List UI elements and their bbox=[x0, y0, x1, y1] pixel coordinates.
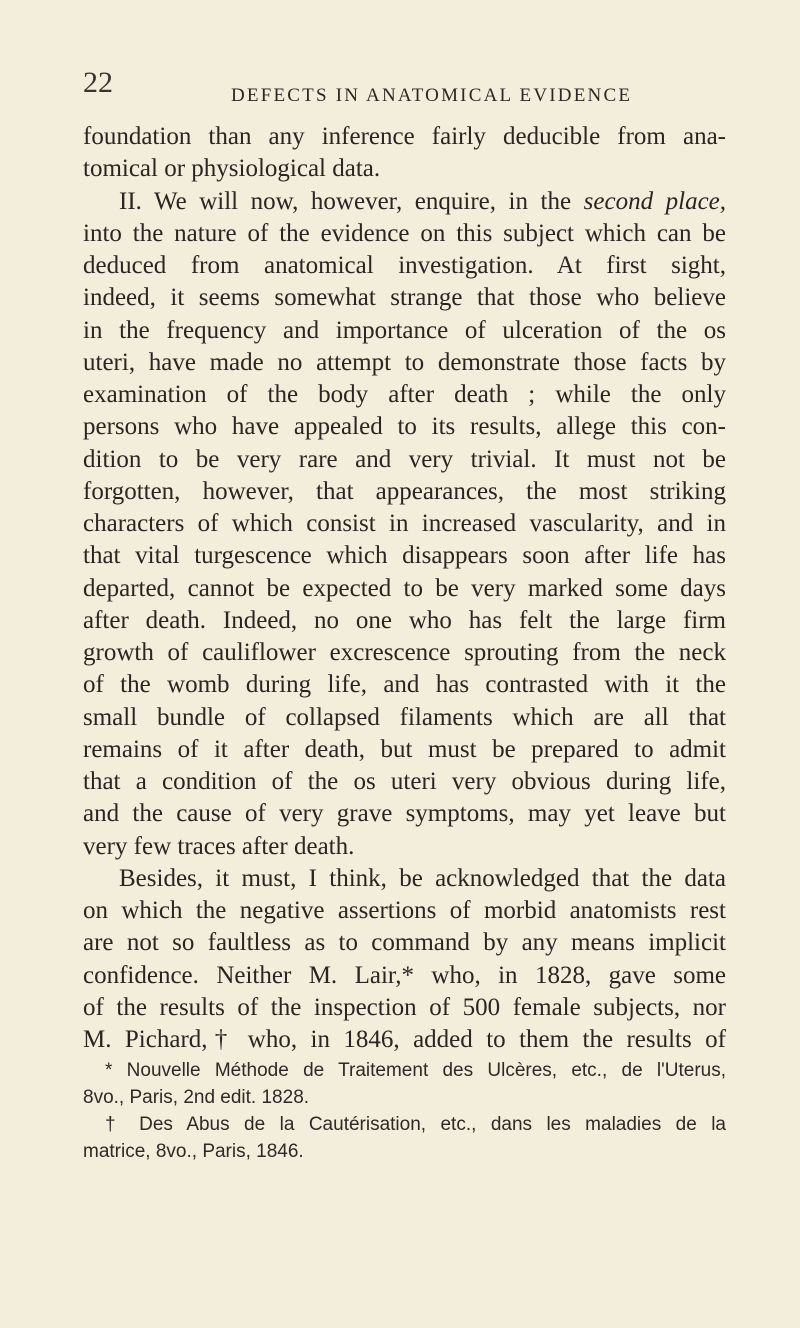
text-line: very few traces after death. bbox=[83, 832, 355, 860]
footnote-line: * Nouvelle Méthode de Traitement des Ulcères, etc., de l'Uterus, bbox=[105, 1060, 726, 1081]
text-line: into the nature of the evidence on this subject which can be bbox=[83, 219, 726, 247]
text-line: and the cause of very grave symptoms, may yet leave but bbox=[83, 800, 726, 828]
emphasis-text: second place, bbox=[583, 187, 727, 215]
footnotes bbox=[83, 1057, 726, 1165]
page-number: 22 bbox=[83, 66, 113, 99]
text-line: indeed, it seems somewhat strange that those who believe bbox=[83, 284, 726, 312]
text-line: after death. Indeed, no one who has felt the large firm bbox=[83, 606, 726, 634]
text-line: confidence. Neither M. Lair,* who, in 1828, gave some bbox=[83, 961, 726, 989]
text-line: persons who have appealed to its results, allege this con- bbox=[83, 413, 726, 441]
text-line: small bundle of collapsed filaments which are all that bbox=[83, 703, 726, 731]
text-line: dition to be very rare and very trivial. It must not be bbox=[83, 445, 726, 473]
text-line: are not so faultless as to command by any means implicit bbox=[83, 929, 726, 957]
text-line: that vital turgescence which disappears soon after life has bbox=[83, 542, 726, 570]
text-line: M. Pichard,† who, in 1846, added to them the results of bbox=[83, 1026, 726, 1053]
text-segment: II. We will now, however, enquire, in the bbox=[119, 187, 572, 215]
text-line: examination of the body after death ; while the only bbox=[83, 381, 726, 408]
footnote-line: † Des Abus de la Cautérisation, etc., dans les maladies de la bbox=[105, 1114, 726, 1135]
text-line: tomical or physiological data. bbox=[83, 155, 381, 183]
text-line: of the results of the inspection of 500 female subjects, nor bbox=[83, 993, 726, 1021]
footnote-line: matrice, 8vo., Paris, 1846. bbox=[83, 1141, 304, 1162]
text-line: of the womb during life, and has contrasted with it the bbox=[83, 671, 726, 699]
text-line-with-emphasis bbox=[83, 186, 726, 218]
text-line: that a condition of the os uteri very obvious during life, bbox=[83, 768, 726, 795]
text-line: characters of which consist in increased vascularity, and in bbox=[83, 510, 726, 537]
footnote-line: 8vo., Paris, 2nd edit. 1828. bbox=[83, 1087, 310, 1108]
text-line: on which the negative assertions of morbid anatomists rest bbox=[83, 897, 726, 924]
text-line: remains of it after death, but must be prepared to admit bbox=[83, 735, 726, 763]
text-line: foundation than any inference fairly deducible from ana- bbox=[83, 123, 726, 150]
text-line: uteri, have made no attempt to demonstrate those facts by bbox=[83, 348, 726, 376]
text-line: growth of cauliflower excrescence sprouting from the neck bbox=[83, 639, 726, 666]
running-head: DEFECTS IN ANATOMICAL EVIDENCE bbox=[231, 85, 633, 106]
text-line: departed, cannot be expected to be very marked some days bbox=[83, 574, 726, 602]
text-line: forgotten, however, that appearances, the most striking bbox=[83, 477, 726, 505]
text-line: deduced from anatomical investigation. At first sight, bbox=[83, 252, 726, 279]
body-text bbox=[83, 121, 726, 1056]
text-line: in the frequency and importance of ulceration of the os bbox=[83, 316, 726, 344]
text-line: Besides, it must, I think, be acknowledged that the data bbox=[119, 864, 726, 892]
